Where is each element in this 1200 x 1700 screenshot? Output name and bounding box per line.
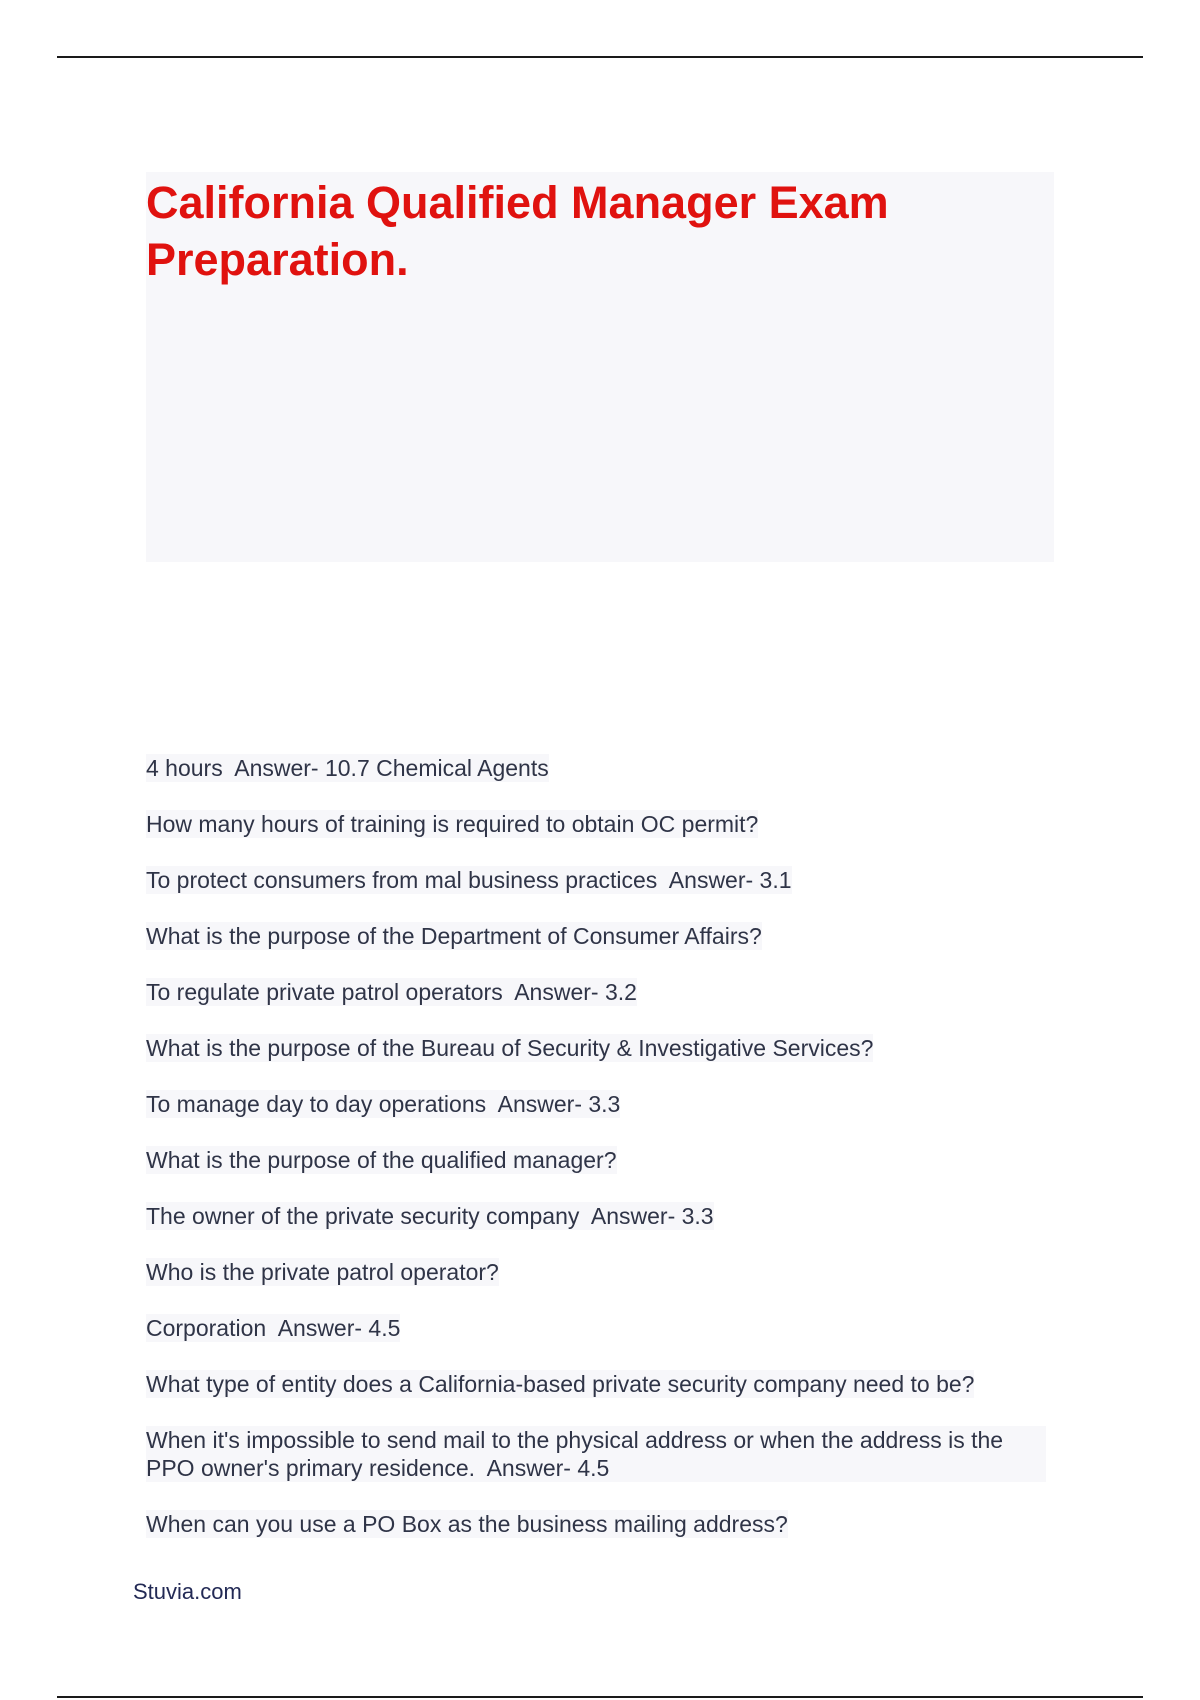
answer-line: To protect consumers from mal business practices Answer- 3.1 (146, 867, 792, 893)
answer-line: 4 hours Answer- 10.7 Chemical Agents (146, 755, 549, 781)
title-block (146, 172, 1054, 562)
question-line: What is the purpose of the qualified manager? (146, 1147, 617, 1173)
top-rule (57, 56, 1143, 58)
qa-list (146, 754, 1066, 1566)
document-title: California Qualified Manager Exam Preparation. (146, 177, 889, 285)
answer-line: When it's impossible to send mail to the physical address or when the address is the PPO owner's primary residence. Answer- 4.5 (146, 1426, 1046, 1482)
question-line: What is the purpose of the Bureau of Security & Investigative Services? (146, 1035, 874, 1061)
question-line: How many hours of training is required to obtain OC permit? (146, 811, 759, 837)
answer-line: To regulate private patrol operators Answer- 3.2 (146, 979, 637, 1005)
question-line: What type of entity does a California-based private security company need to be? (146, 1371, 975, 1397)
bottom-rule (57, 1696, 1143, 1698)
question-line: When can you use a PO Box as the business mailing address? (146, 1511, 788, 1537)
answer-line: The owner of the private security company Answer- 3.3 (146, 1203, 714, 1229)
answer-line: To manage day to day operations Answer- 3.3 (146, 1091, 621, 1117)
answer-line: Corporation Answer- 4.5 (146, 1315, 401, 1341)
footer-source: Stuvia.com (133, 1579, 242, 1604)
question-line: What is the purpose of the Department of Consumer Affairs? (146, 923, 762, 949)
question-line: Who is the private patrol operator? (146, 1259, 499, 1285)
